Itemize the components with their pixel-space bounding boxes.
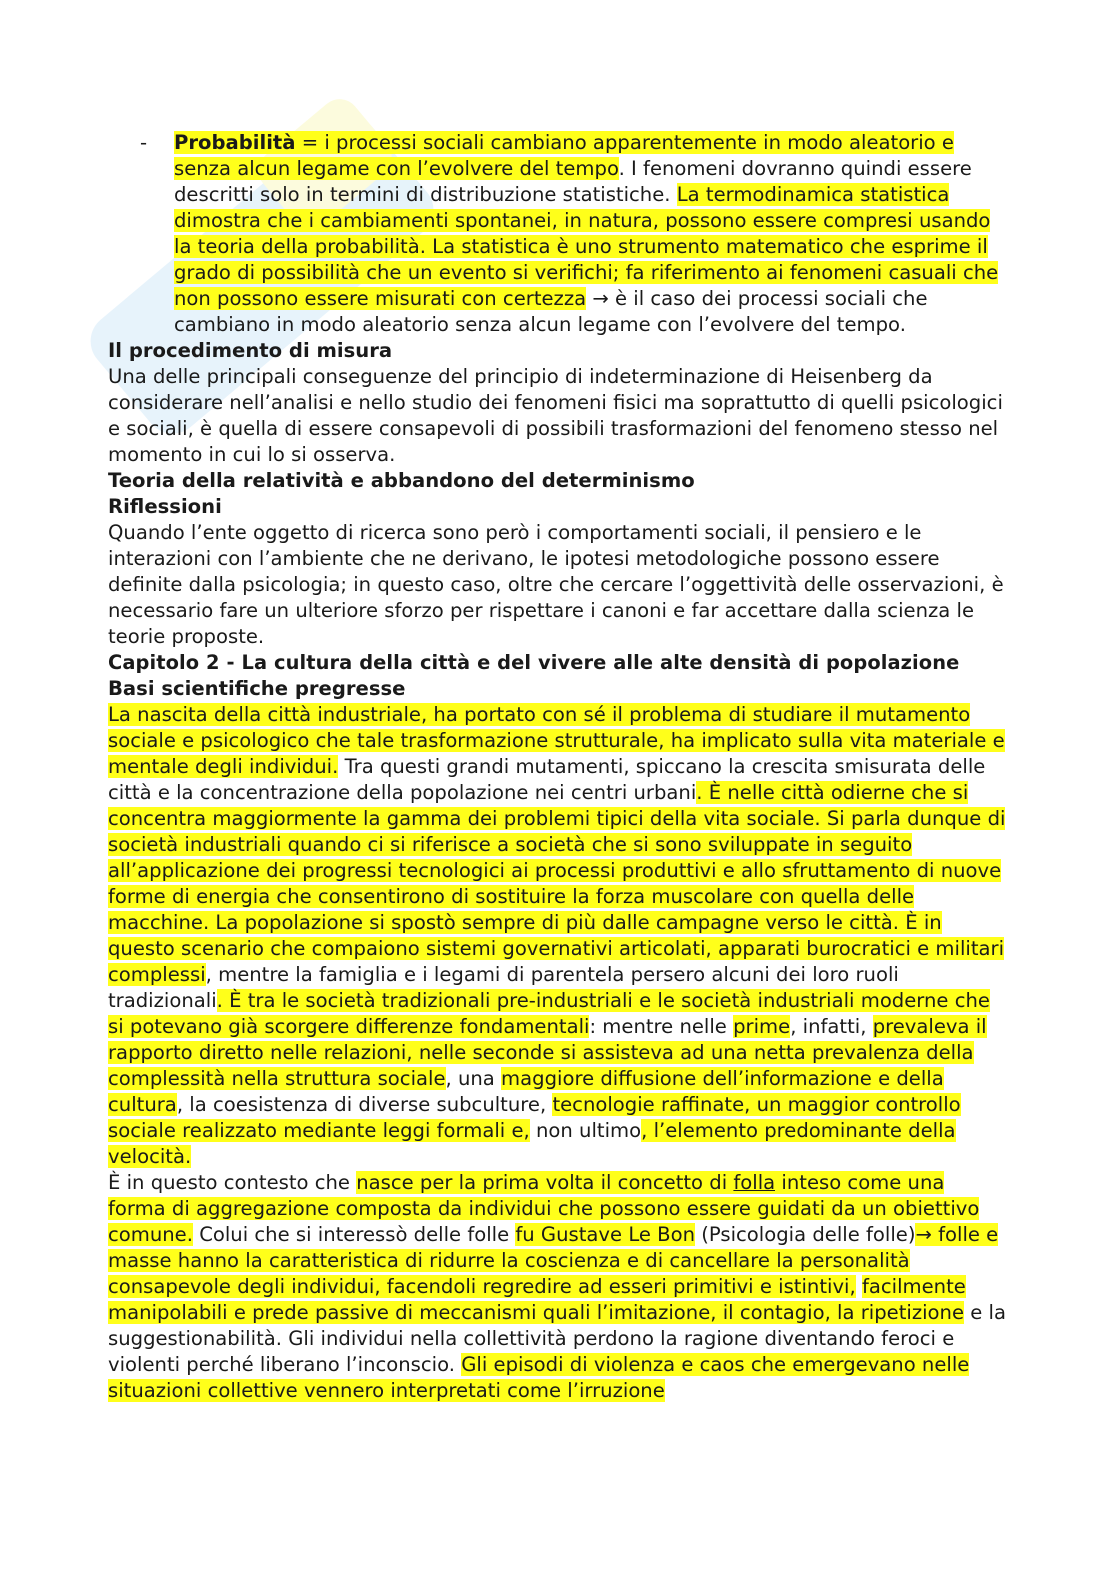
plain-span: Colui che si interessò delle folle — [192, 1223, 516, 1246]
plain-span: non ultimo — [529, 1119, 642, 1142]
plain-span: e la suggestionabilità. Gli individui nella collettività perdono la ragione diventando feroci e violenti perché liberano l’inconscio. — [108, 1301, 1006, 1376]
plain-span: , la coesistenza di diverse subculture, — [176, 1093, 553, 1116]
plain-span: (Psicologia delle folle) — [695, 1223, 916, 1246]
highlight-span: La nascita della città industriale, ha portato con sé il problema di studiare il mutamento sociale e psicologico che tale trasformazione strutturale, ha implicato sulla vita materiale e mentale degli individui. — [108, 703, 1005, 778]
chapter-title: Capitolo 2 - La cultura della città e del vivere alle alte densità di popolazione — [108, 651, 960, 674]
plain-span: → è il caso dei processi sociali che cambiano in modo aleatorio senza alcun legame con l’evolvere del tempo. — [174, 287, 928, 336]
plain-span: , una — [445, 1067, 502, 1090]
highlight-span: → folle e masse hanno la caratteristica di ridurre la coscienza e di cancellare la personalità consapevole degli individui, facendoli regredire ad esseri primitivi e istintivi, — [108, 1223, 999, 1298]
highlight-span: Gli episodi di violenza e caos che emergevano nelle situazioni collettive vennero interpretati come l’irruzione — [108, 1353, 970, 1402]
highlight-span: maggiore diffusione dell’informazione e della cultura — [108, 1067, 944, 1116]
highlight-span: facilmente manipolabili e prede passive di meccanismi quali l’imitazione, il contagio, la ripetizione — [108, 1275, 966, 1324]
bullet-dash: - — [140, 131, 148, 154]
highlight-span: prime — [733, 1015, 791, 1038]
heading-riflessioni: Riflessioni — [108, 495, 222, 518]
paragraph-misura: Una delle principali conseguenze del principio di indeterminazione di Heisenberg da considerare nell’analisi e nello studio dei fenomeni fisici ma soprattutto di quelli psicologici e sociali, è quella di essere consapevoli di possibili trasformazioni del fenomeno stesso nel momento in cui lo si osserva. — [108, 365, 1003, 466]
plain-span: , infatti, — [790, 1015, 873, 1038]
plain-span: , mentre la famiglia e i legami di parentela persero alcuni dei loro ruoli tradizionali — [108, 963, 899, 1012]
term-probabilita: Probabilità — [174, 131, 296, 154]
paragraph-basi — [108, 702, 1008, 1170]
bullet-text — [174, 130, 1008, 338]
heading-relativita: Teoria della relatività e abbandono del determinismo — [108, 469, 695, 492]
plain-span: Tra questi grandi mutamenti, spiccano la crescita smisurata delle città e la concentrazione della popolazione nei centri urbani — [108, 755, 986, 804]
highlight-span: La termodinamica statistica dimostra che i cambiamenti spontanei, in natura, possono essere compresi usando la teoria della probabilità. La statistica è uno strumento matematico che esprime il grado di possibilità che un evento si verifichi; fa riferimento ai fenomeni casuali che non possono essere misurati con certezza — [174, 183, 999, 310]
highlight-span: nasce per la prima volta il concetto di — [356, 1171, 734, 1194]
heading-basi: Basi scientifiche pregresse — [108, 677, 406, 700]
highlight-span: tecnologie raffinate, un maggior controllo sociale realizzato mediante leggi formali e, — [108, 1093, 961, 1142]
highlight-span: = i processi sociali cambiano apparentemente in modo aleatorio e senza alcun legame con l’evolvere del tempo — [174, 131, 954, 180]
plain-span: È in questo contesto che — [108, 1171, 357, 1194]
document-page — [108, 130, 1008, 1404]
highlight-span: . È nelle città odierne che si concentra maggiormente la gamma dei problemi tipici della vita sociale. Si parla dunque di società industriali quando ci si riferisce a società che si sono sviluppate in seguito all’applicazione dei progressi tecnologici ai processi produttivi e allo sfruttamento di nuove forme di energia che consentirono di sostituire la forza muscolare con quella delle macchine. La popolazione si spostò sempre di più dalle campagne verso le città. È in questo scenario che compaiono sistemi governativi articolati, apparati burocratici e militari complessi — [108, 781, 1006, 986]
highlight-span: , l’elemento predominante della velocità. — [108, 1119, 956, 1168]
highlight-span: fu Gustave Le Bon — [515, 1223, 696, 1246]
paragraph-folla — [108, 1170, 1008, 1404]
highlight-span: . È tra le società tradizionali pre-industriali e le società industriali moderne che si potevano già scorgere differenze fondamentali — [108, 989, 990, 1038]
underlined-term-folla: folla — [733, 1171, 776, 1194]
highlight-span: inteso come una forma di aggregazione composta da individui che possono essere guidati da un obiettivo comune. — [108, 1171, 980, 1246]
plain-span: . I fenomeni dovranno quindi essere descritti solo in termini di distribuzione statistiche. — [174, 157, 972, 206]
plain-span: : mentre nelle — [589, 1015, 734, 1038]
highlight-span: prevaleva il rapporto diretto nelle relazioni, nelle seconde si assisteva ad una netta prevalenza della complessità nella struttura sociale — [108, 1015, 987, 1090]
paragraph-riflessioni: Quando l’ente oggetto di ricerca sono però i comportamenti sociali, il pensiero e le interazioni con l’ambiente che ne derivano, le ipotesi metodologiche possono essere definite dalla psicologia; in questo caso, oltre che cercare l’oggettività delle osservazioni, è necessario fare un ulteriore sforzo per rispettare i canoni e far accettare dalla scienza le teorie proposte. — [108, 521, 1004, 648]
heading-misura: Il procedimento di misura — [108, 339, 393, 362]
bullet-probabilita — [108, 130, 1008, 338]
